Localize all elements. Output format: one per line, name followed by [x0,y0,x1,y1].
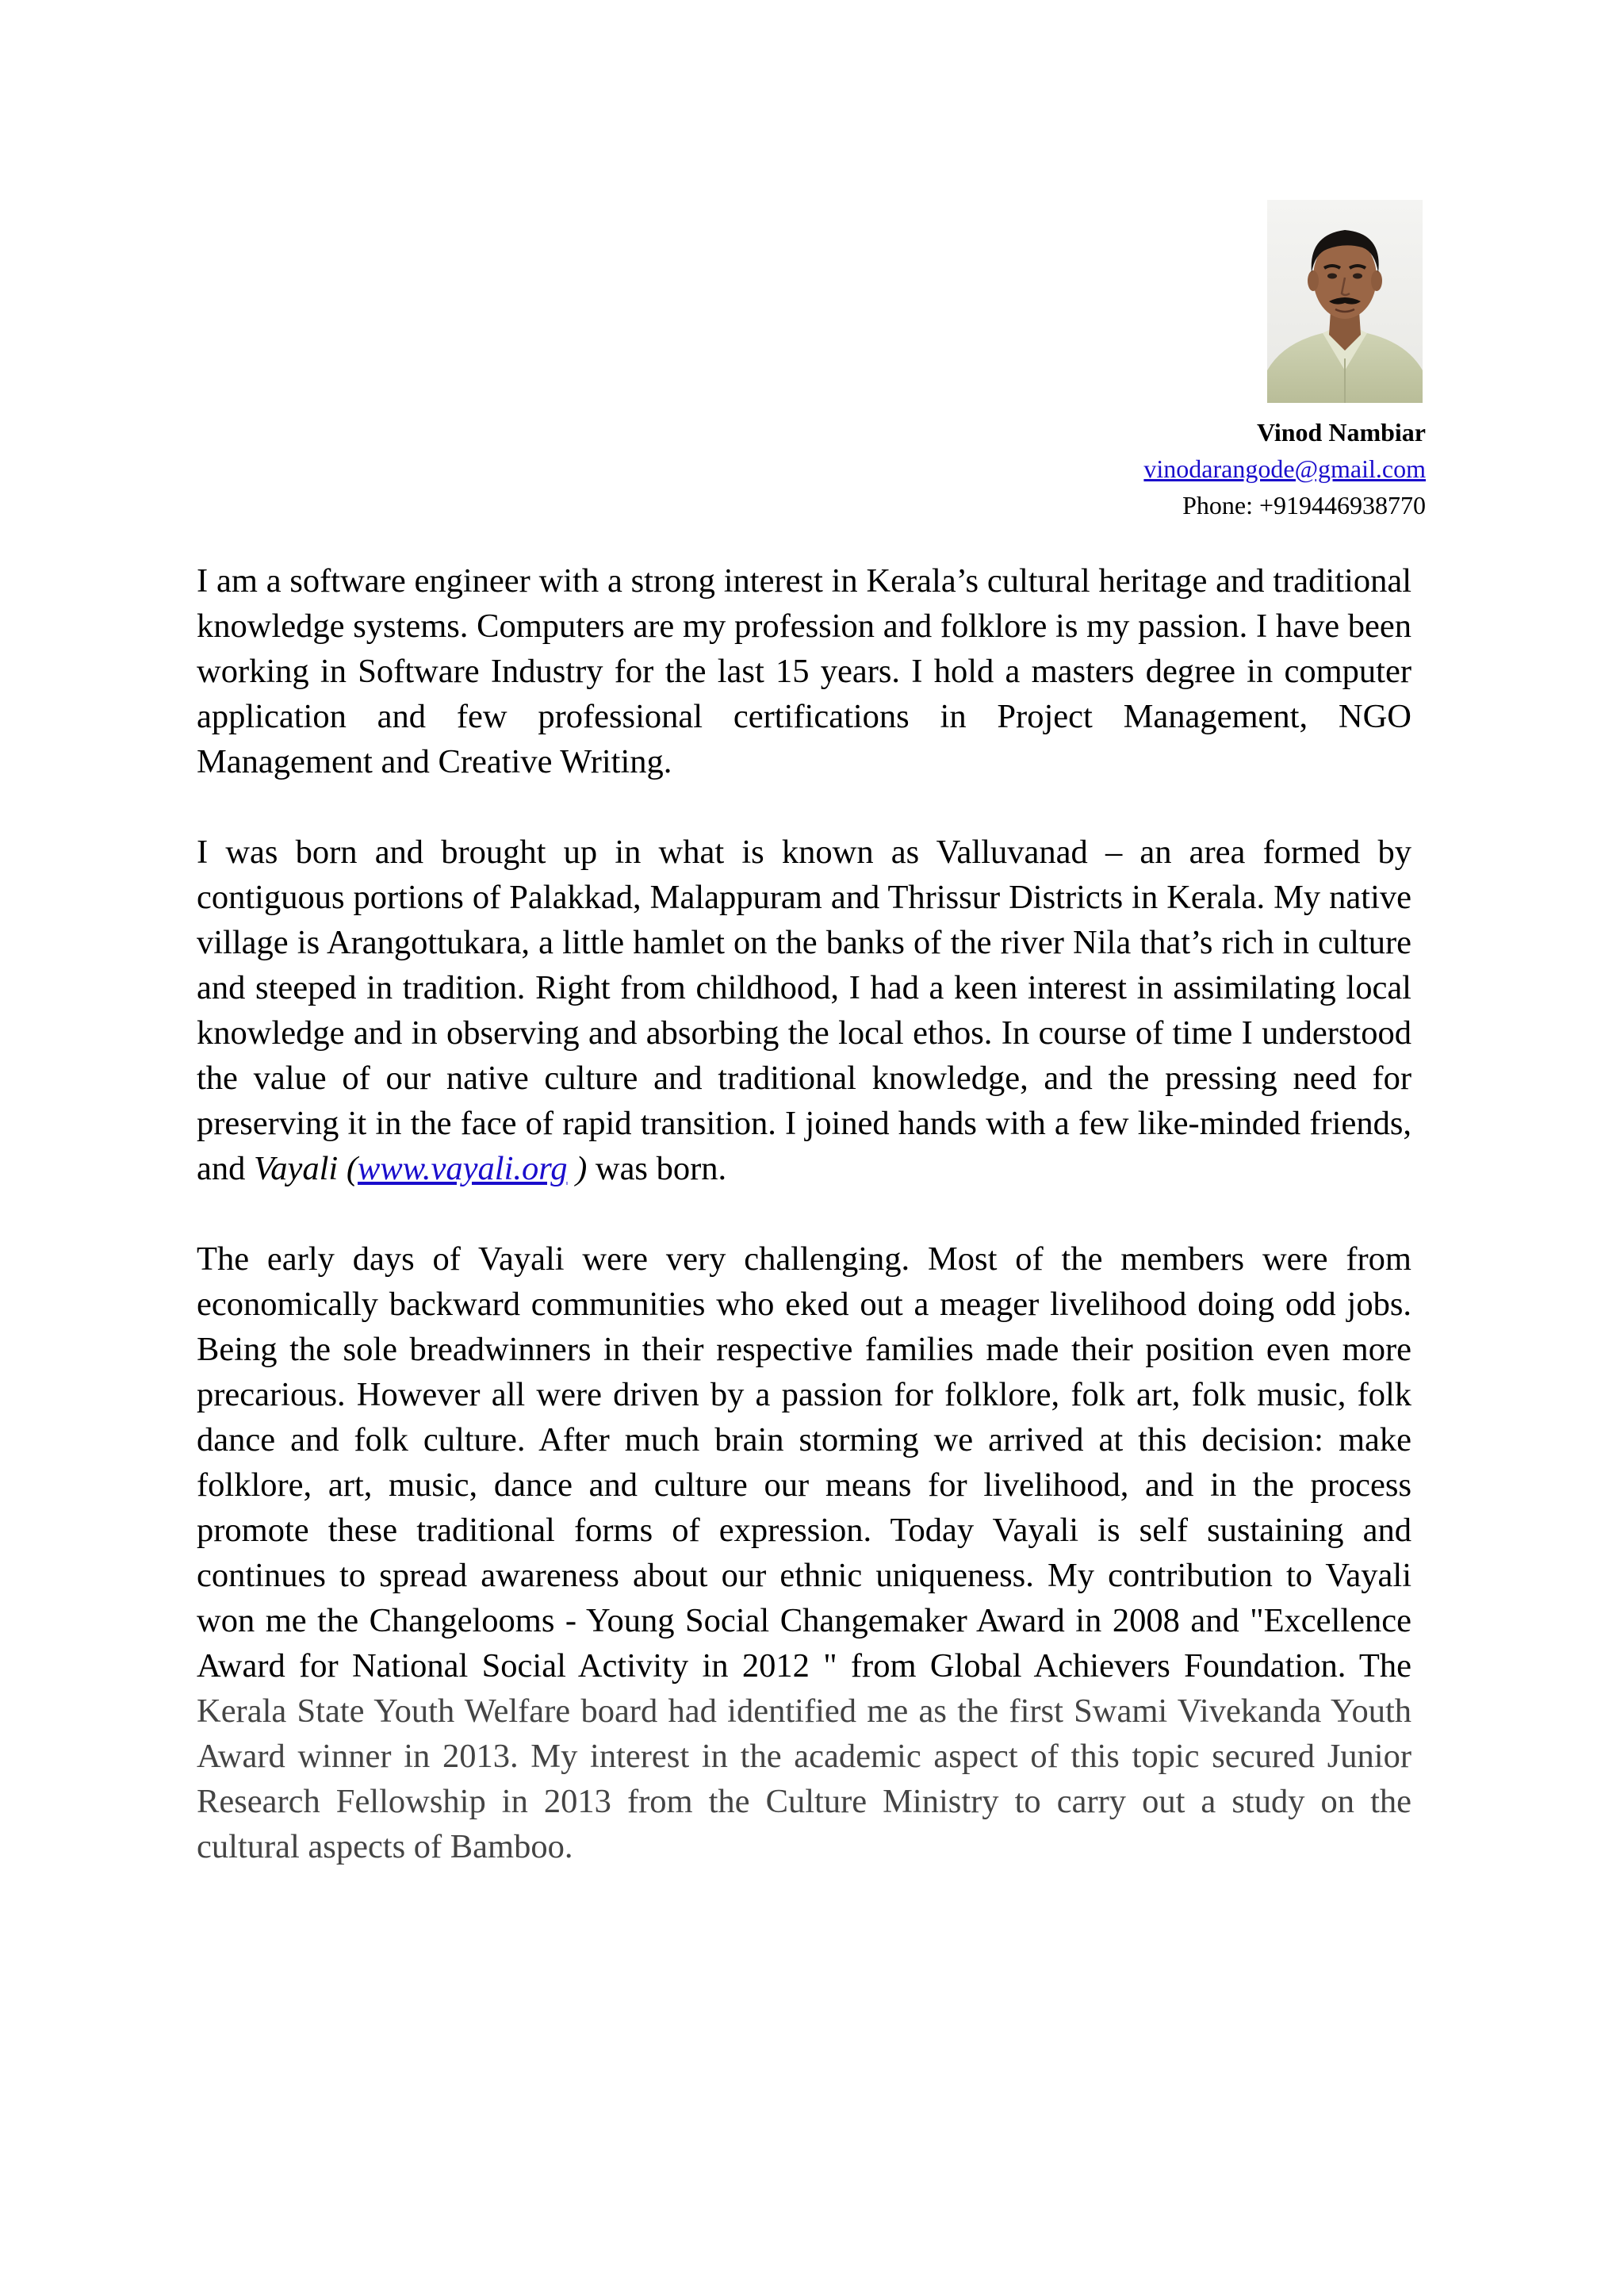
profile-photo [1267,200,1423,403]
paragraph-vayali-history [197,1236,1411,1869]
awards-text: Kerala State Youth Welfare board had identified me as the first Swami Vivekanda Youth Award winner in 2013. My interest in the academic aspect of this topic secured Junior Research Fellowship in 2013 from the Culture Ministry to carry out a study on the cultural aspects of Bamboo. [197,1692,1411,1865]
vayali-name: Vayali [254,1150,339,1187]
biography-text [197,558,1411,1915]
author-name: Vinod Nambiar [1256,418,1426,447]
paragraph-intro: I am a software engineer with a strong interest in Kerala’s cultural heritage and traditional knowledge systems. Computers are my profession and folklore is my passion. I have been working in Software Industry for the last 15 years. I hold a masters degree in computer application and few professional certifications in Project Management, NGO Management and Creative Writing. [197,562,1411,780]
vayali-website-link[interactable]: www.vayali.org [358,1150,568,1187]
paren-close: ) [567,1150,588,1187]
portrait-image [1267,200,1423,403]
phone-number: Phone: +919446938770 [1182,491,1426,519]
paren-open: ( [338,1150,358,1187]
background-text: I was born and brought up in what is known as Valluvanad – an area formed by contiguous portions of Palakkad, Malappuram and Thrissur Districts in Kerala. My native village is Arangottukara, a little hamlet on the banks of the river Nila that’s rich in culture and steeped in tradition. Right from childhood, I had a keen interest in assimilating local knowledge and in observing and absorbing the local ethos. In course of time I understood the value of our native culture and traditional knowledge, and the pressing need for preserving it in the face of rapid transition. I joined hands with a few like-minded friends, and [197,834,1411,1187]
history-text: The early days of Vayali were very challenging. Most of the members were from economically backward communities who eked out a meager livelihood doing odd jobs. Being the sole breadwinners in their respective families made their position even more precarious. However all were driven by a passion for folklore, folk art, folk music, folk dance and folk culture. After much brain storming we arrived at this decision: make folklore, art, music, dance and culture our means for livelihood, and in the process promote these traditional forms of expression. Today Vayali is self sustaining and continues to spread awareness about our ethnic uniqueness. My contribution to Vayali won me the Changelooms - Young Social Changemaker Award in 2008 and "Excellence Award for National Social Activity in 2012 " from Global Achievers Foundation. The [197,1240,1411,1685]
paragraph-background [197,830,1411,1191]
background-end: was born. [587,1150,727,1187]
email-link[interactable]: vinodarangode@gmail.com [1143,454,1426,483]
contact-block [1143,414,1426,523]
